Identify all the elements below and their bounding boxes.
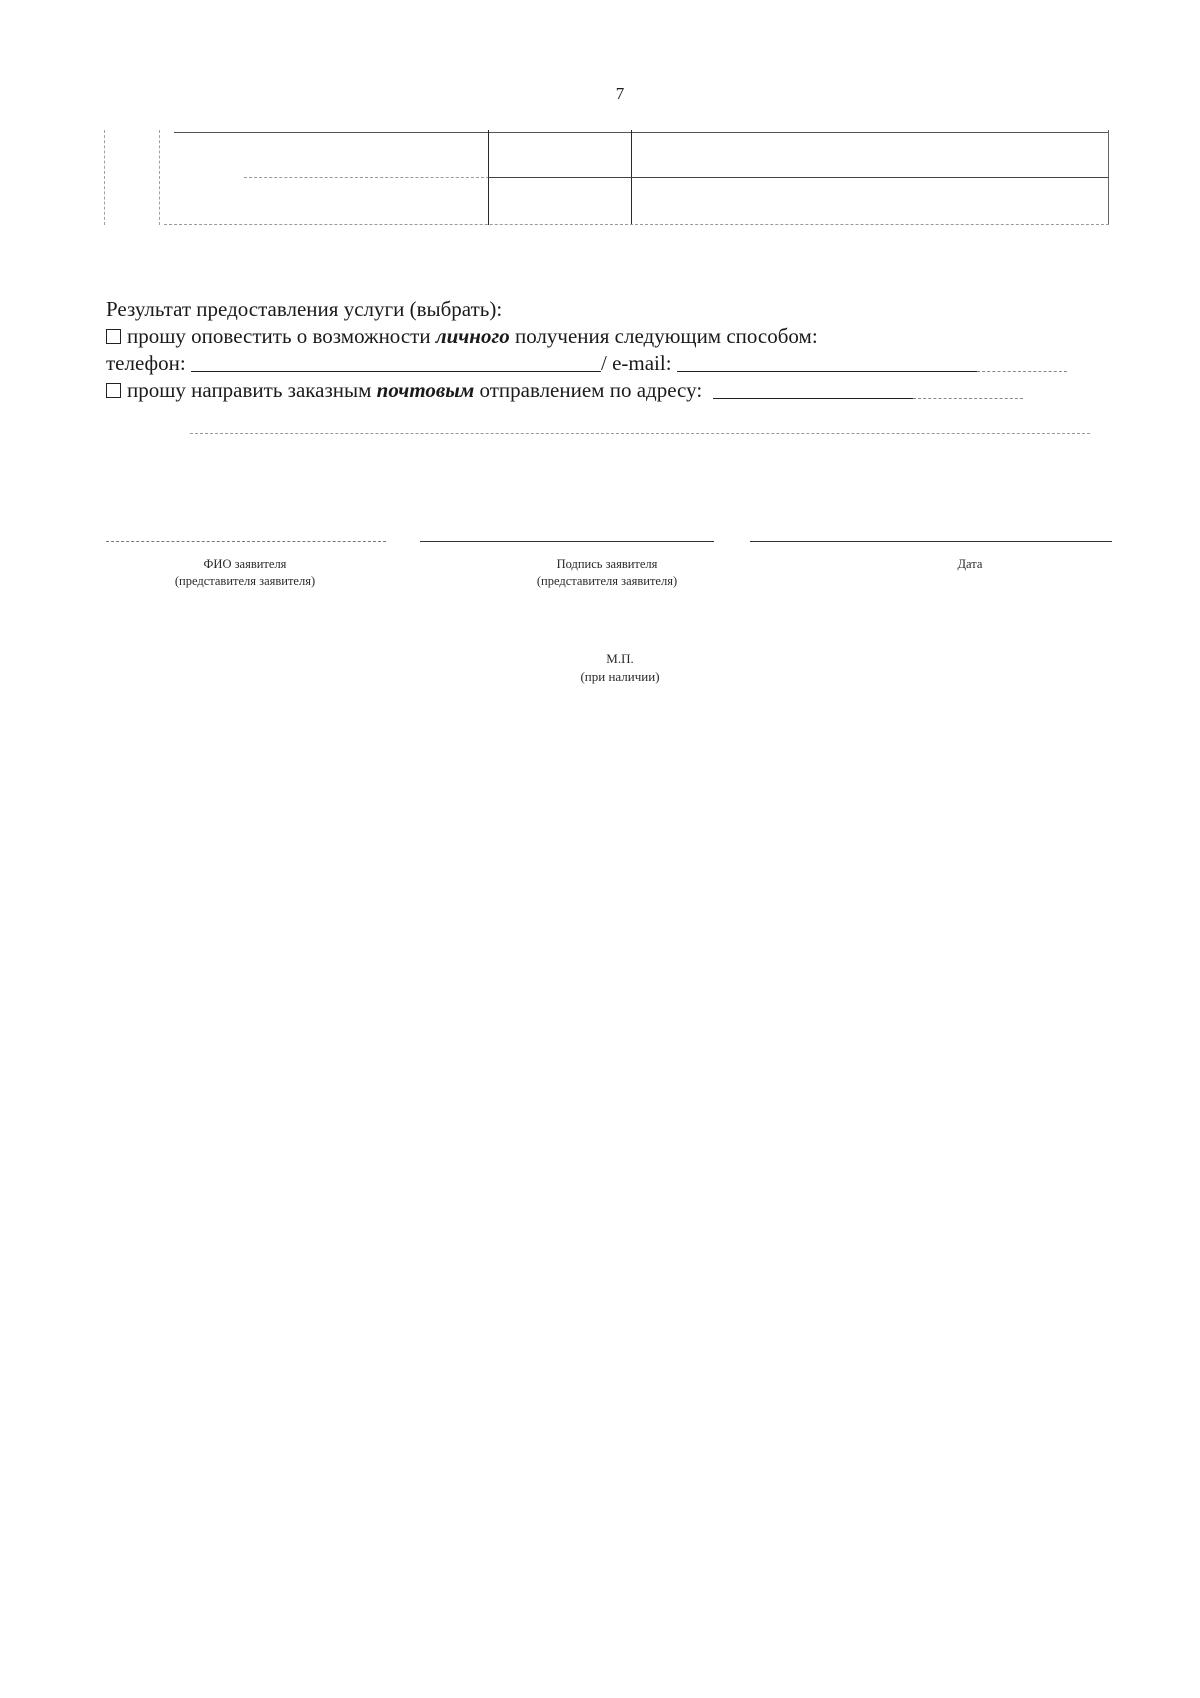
date-caption <box>920 556 1020 573</box>
applicant-signature-caption <box>497 556 717 590</box>
phone-label: телефон: <box>106 351 186 375</box>
option-mail-text: прошу направить заказным <box>127 378 377 402</box>
option-mail-text-end: отправлением по адресу: <box>474 378 703 402</box>
applicant-signature-caption-line1: Подпись заявителя <box>556 557 658 571</box>
page-number: 7 <box>615 84 625 103</box>
postal-delivery-checkbox[interactable] <box>106 383 121 398</box>
result-heading: Результат предоставления услуги (выбрать): <box>106 297 503 321</box>
seal-placeholder <box>520 650 720 686</box>
option-mail <box>106 377 1136 404</box>
date-caption-line1: Дата <box>957 557 983 571</box>
applicant-signature-line[interactable] <box>420 541 714 542</box>
personal-pickup-checkbox[interactable] <box>106 329 121 344</box>
contact-line <box>106 350 1136 377</box>
email-field-tail <box>977 353 1067 372</box>
address-field[interactable] <box>713 380 913 399</box>
seal-note: (при наличии) <box>580 669 660 684</box>
seal-label: М.П. <box>606 651 634 666</box>
phone-field[interactable] <box>191 353 601 372</box>
table-row-divider <box>244 177 489 178</box>
date-line[interactable] <box>750 541 1112 542</box>
address-field-tail <box>913 380 1023 399</box>
table-bottom-border <box>164 224 1109 225</box>
applicant-name-caption-line1: ФИО заявителя <box>203 557 287 571</box>
applicant-name-caption <box>140 556 350 590</box>
table-top-border <box>174 132 1109 133</box>
result-section <box>106 296 1136 404</box>
address-continuation-line[interactable] <box>190 433 1090 434</box>
option-personal <box>106 323 1136 350</box>
applicant-name-line[interactable] <box>106 541 386 542</box>
table-remnant <box>104 130 1110 225</box>
applicant-name-caption-line2: (представителя заявителя) <box>174 574 316 588</box>
applicant-signature-caption-line2: (представителя заявителя) <box>536 574 678 588</box>
email-field[interactable] <box>677 353 977 372</box>
table-row-divider <box>488 177 1109 178</box>
option-personal-emphasis: личного <box>435 324 510 348</box>
table-column-divider <box>159 130 160 225</box>
option-personal-text: прошу оповестить о возможности <box>127 324 436 348</box>
table-left-border <box>104 130 105 225</box>
email-label: / e-mail: <box>600 351 672 375</box>
option-personal-text-end: получения следующим способом: <box>509 324 818 348</box>
option-mail-emphasis: почтовым <box>376 378 475 402</box>
